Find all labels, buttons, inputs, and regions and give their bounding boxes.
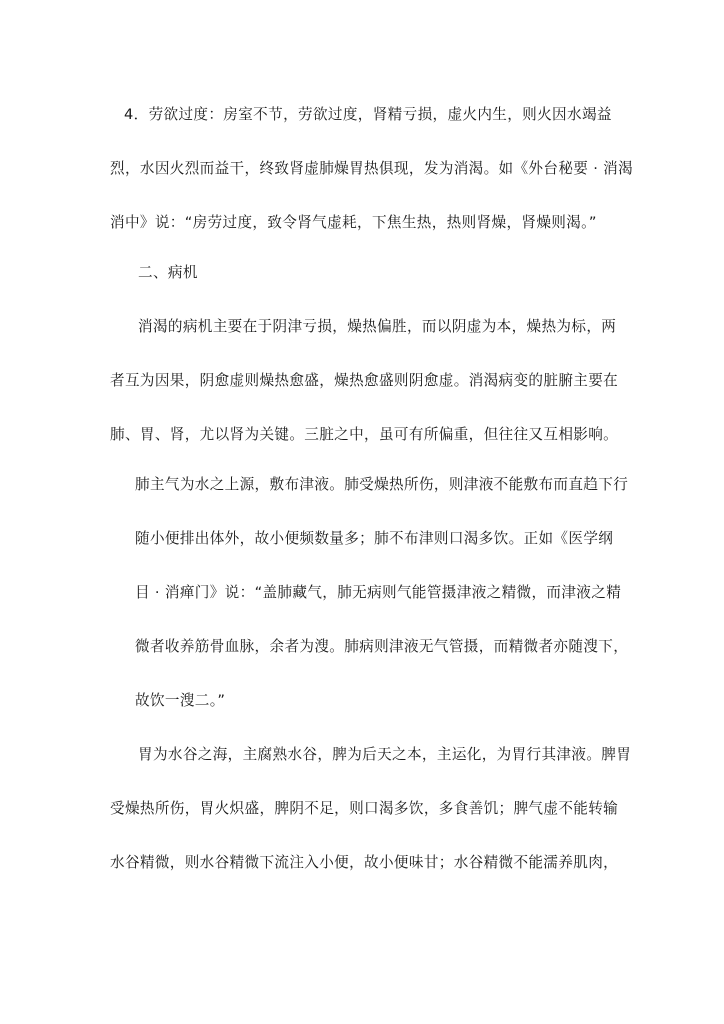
text-line: 消渴的病机主要在于阴津亏损，燥热偏胜，而以阴虚为本，燥热为标，两: [138, 318, 617, 335]
text-line: 目 · 消瘅门》说：“盖肺藏气，肺无病则气能管摄津液之精微，而津液之精: [135, 584, 622, 601]
text-line: 者互为因果，阴愈虚则燥热愈盛，燥热愈盛则阴愈虚。消渴病变的脏腑主要在: [110, 372, 619, 389]
section-heading: 二、病机: [138, 264, 198, 281]
text-line: 烈，水因火烈而益干，终致肾虚肺燥胃热俱现，发为消渴。如《外台秘要 · 消渴: [110, 160, 634, 177]
text-line: 肺、胃、肾，尤以肾为关键。三脏之中，虽可有所偏重，但往往又互相影响。: [110, 426, 619, 443]
text-line: 胃为水谷之海，主腐熟水谷，脾为后天之本，主运化，为胃行其津液。脾胃: [138, 746, 632, 763]
text-line: 4．劳欲过度：房室不节，劳欲过度，肾精亏损，虚火内生，则火因水竭益: [124, 106, 612, 123]
text-line: 消中》说：“房劳过度，致令肾气虚耗，下焦生热，热则肾燥，肾燥则渴。”: [110, 214, 597, 231]
text-line: 微者收养筋骨血脉，余者为溲。肺病则津液无气管摄，而精微者亦随溲下，: [135, 638, 629, 655]
text-line: 水谷精微，则水谷精微下流注入小便，故小便味甘；水谷精微不能濡养肌肉，: [110, 854, 619, 871]
text-line: 随小便排出体外，故小便频数量多；肺不布津则口渴多饮。正如《医学纲: [135, 530, 614, 547]
text-line: 故饮一溲二。”: [135, 692, 226, 709]
text-line: 肺主气为水之上源，敷布津液。肺受燥热所伤，则津液不能敷布而直趋下行: [135, 476, 629, 493]
text-line: 受燥热所伤，胃火炽盛，脾阴不足，则口渴多饮，多食善饥；脾气虚不能转输: [110, 800, 619, 817]
